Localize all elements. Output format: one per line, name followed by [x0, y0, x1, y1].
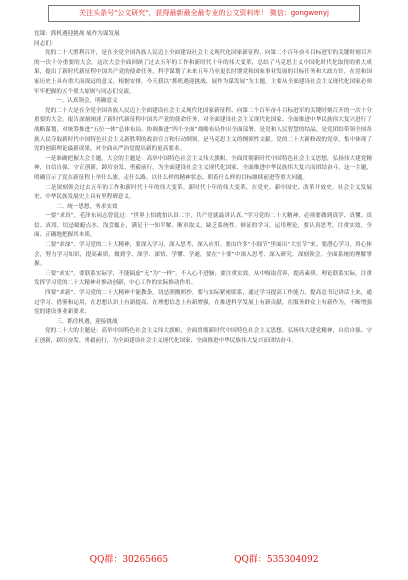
paragraph: 党的二十大胜利召开，是在全党全国各族人民迈上全面建设社会主义现代化国家新征程、向第二个百年奋斗目标进军的关键时刻召开的一次十分重要的大会。这次大会全面回顾了过去五年的工作和新时代十年的伟大变革，总结了马克思主义中国化时代化取得的重大成果，提出了新时代新征程中国共产党的使命任务，科学谋划了未来五年乃至更长时期党和国家事业发展的目标任务和大政方针，在党和国家历史上具有重大而深远的意义。根据安排，今天我以“抓机遇迎挑战，展作为谋发展”为主题，主要从全面建设社会主义现代化国家必须牢牢把握的五个重大原则与同志们交流。: [34, 50, 372, 95]
salutation: 同志们：: [34, 40, 57, 47]
document-title: 党课：抓机遇迎挑战 展作为谋发展: [34, 31, 120, 37]
paragraph: 四要“求新”。学习党的二十大精神不能教条，切忌照搬照抄。要与实际紧密联系，通过学习提高工作能力，提高总书记讲话上来，通过学习、借鉴和运用，在思想认识上有新提高、在理想信念上有新增强，在推进科学发展上有新贡献，在服务群众上有新作为，不断增强党的建设事业新要求。: [34, 290, 372, 316]
document-body: [34, 30, 372, 347]
paragraph: 党的二十大是在全党全国各族人民迈上全面建设社会主义现代化国家新征程、向第二个百年奋斗目标进军的关键时刻召开的一次十分重要的大会。报告深刻阐述了新时代新征程中国共产党的使命任务，对全面建设社会主义现代化国家、全面推进中华民族伟大复兴进行了战略谋划，对统筹推进“五位一体”总体布局、协调推进“四个全面”战略布局作出全面部署，是党和人民智慧的结晶，是党团结带领全国各族人民夺取新时代中国特色社会主义新胜利的政治宣言和行动纲领，是马克思主义的纲领性文献。党的二十大新修改的党章，集中体现了党的创新理论最新成果，对全面从严治党提出新的更高要求。: [34, 107, 372, 153]
promo-banner: 关注头条号"公文研究"，获得最新最全最专业的公文资料库！ 微信：gongwenyj: [48, 5, 360, 22]
paragraph: 党的二十大的主题是：高举中国特色社会主义伟大旗帜，全面贯彻新时代中国特色社会主义思想，弘扬伟大建党精神，自信自强、守正创新，踔厉奋发、勇毅前行，为全面建设社会主义现代化国家、全面推进中华民族伟大复兴而团结奋斗。: [34, 328, 372, 344]
paragraph: 二是深刻领会过去五年的工作和新时代十年的伟大变革。新时代十年的伟大变革，在党史、新中国史、改革开放史、社会主义发展史、中华民族发展史上具有里程碑意义。: [34, 184, 372, 201]
section-heading-3: 三、抓住机遇，迎接挑战: [56, 318, 118, 325]
footer: [0, 552, 408, 565]
paragraph: 一是准确把握大会主题。大会的主题是：高举中国特色社会主义伟大旗帜，全面贯彻新时代中国特色社会主义思想，弘扬伟大建党精神，自信自强、守正创新，踔厉奋发、勇毅前行，为全面建设社会主义现代化国家、全面推进中华民族伟大复兴而团结奋斗。这一主题，明确宣示了党在新征程上举什么旗、走什么路、以什么样的精神状态、朝着什么样的目标继续前进等重大问题。: [34, 155, 372, 181]
paragraph: 三要“求实”。要联系实际学，不能搞虚“无”为“一样”，不入心不进脑；要注重实效，从中吸取营养，提高素质。理论联系实际，注重发挥学习党的二十大精神对推动创新、中心工作的实际推动作用。: [34, 270, 372, 287]
section-heading-1: 一、认真领会，明确意义: [56, 98, 118, 105]
paragraph: 一要“求真”。毛泽东同志曾说过：“世界上怕就怕认真二字，共产党就最讲认真。”学习党的二十大精神，必须要做到真学、真懂、真信、真用，切忌蜻蜓点水、浅尝辄止，满足于一知半解、断章取义，缺乏系统性。辩证的学习、运用理论，要认真思考，注重实效，全面、正确地把握其本质。: [34, 213, 372, 239]
section-heading-2: 二、统一思想，务求实效: [56, 203, 118, 210]
qq-group-2: QQ群：535304092: [234, 555, 319, 565]
qq-group-1: QQ群：30265665: [89, 555, 169, 565]
paragraph: 二要“求深”。学习党的二十大精神，要深入学习、深入思考、深入应用。要由许多“小细节”里面出“大宏节”来。要潜心学习，用心体会，努力学习知识，提高素质，做到学、深学、深悟、学懂、学通，要在“十要”中深入思考、深入研究、深刻领会，全面系统的理解掌握。: [34, 242, 372, 268]
